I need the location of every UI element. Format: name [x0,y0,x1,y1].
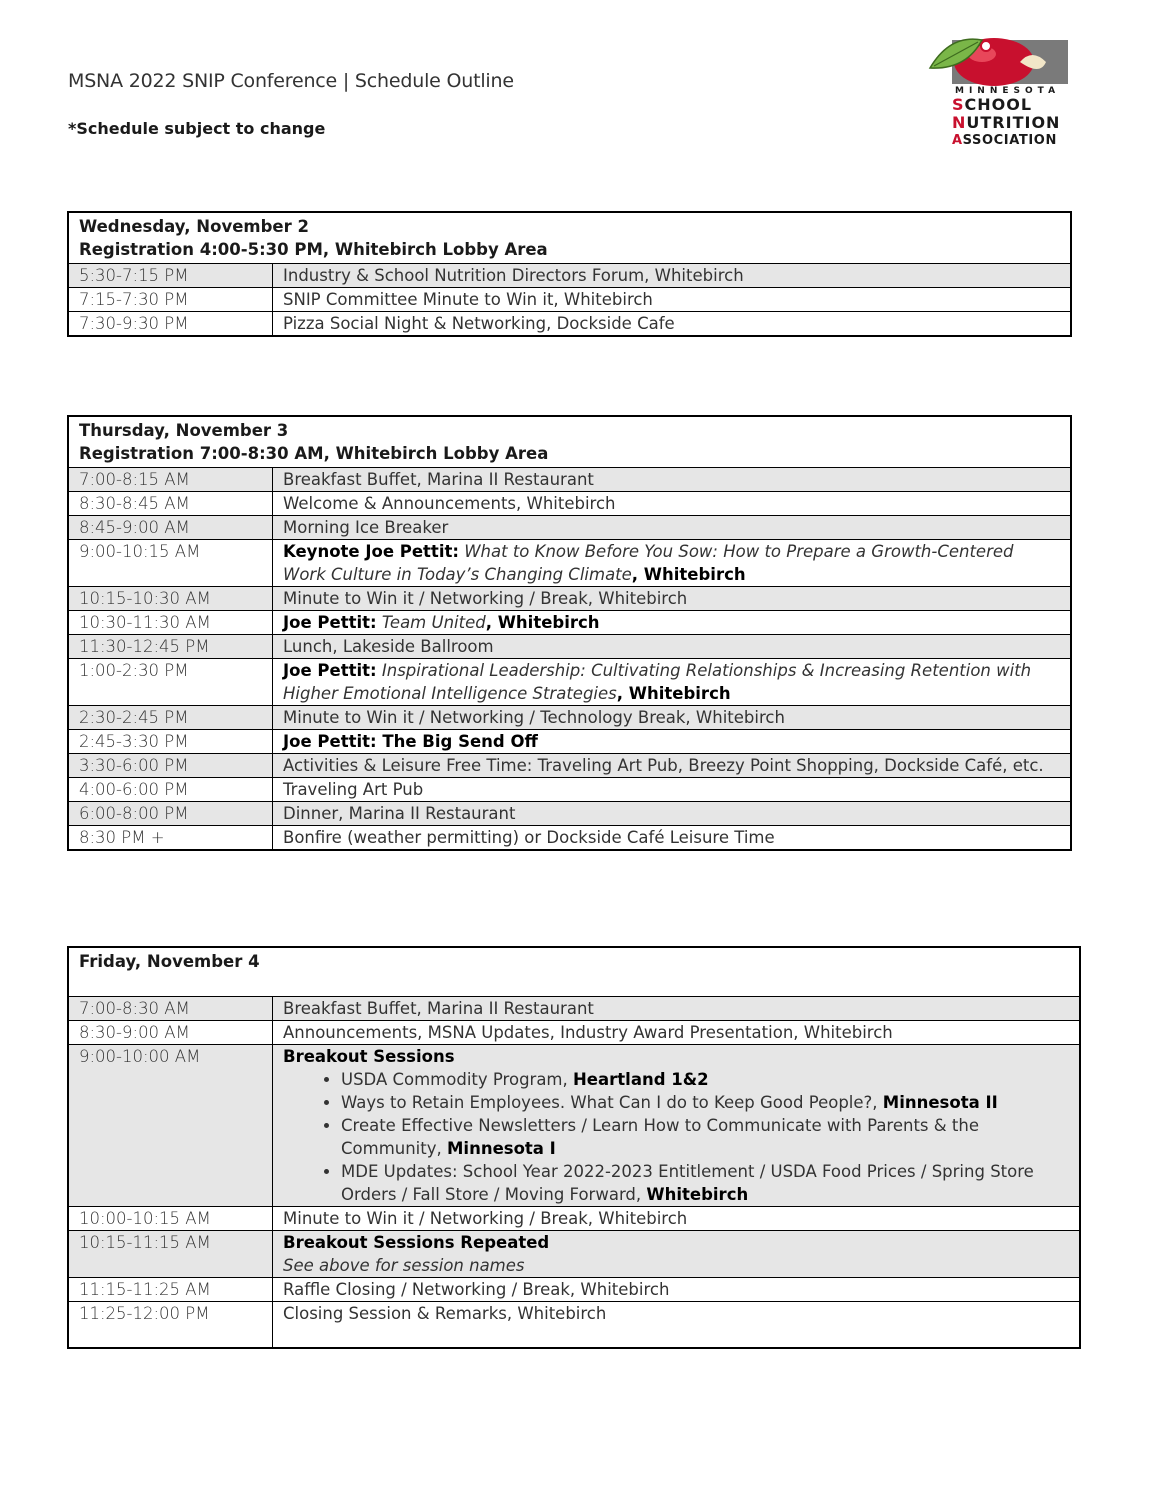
schedule-table-thursday [67,415,1072,851]
row-description [273,826,1072,851]
schedule-table-wednesday [67,211,1072,337]
row-description [273,997,1081,1021]
schedule-row [68,1207,1080,1231]
row-room: , Whitebirch [485,613,600,632]
row-time: 9:00-10:15 AM [68,540,273,587]
row-text: SNIP Committee Minute to Win it, Whitebirch [283,290,653,309]
row-time: 10:15-11:15 AM [68,1231,273,1278]
row-description [273,635,1072,659]
row-time: 2:30-2:45 PM [68,706,273,730]
row-description [273,312,1072,337]
day-title: Thursday, November 3 [79,421,289,440]
row-description [273,730,1072,754]
row-description [273,754,1072,778]
day-header [68,947,1080,997]
row-time: 3:30-6:00 PM [68,754,273,778]
row-time: 8:45-9:00 AM [68,516,273,540]
row-italic: Inspirational Leadership: Cultivating Relationships & Increasing Retention with Higher Emotional Intelligence Strategies [283,661,1032,703]
row-description [273,1207,1081,1231]
session-room: Whitebirch [646,1185,749,1204]
day-title: Friday, November 4 [79,952,260,971]
row-description [273,778,1072,802]
row-time: 1:00-2:30 PM [68,659,273,706]
day-rows [68,997,1080,1349]
row-time: 2:45-3:30 PM [68,730,273,754]
row-time: 11:25-12:00 PM [68,1302,273,1349]
row-description [273,540,1072,587]
row-description [273,611,1072,635]
row-time: 8:30-8:45 AM [68,492,273,516]
row-time: 10:00-10:15 AM [68,1207,273,1231]
day-rows [68,264,1071,337]
day-subtitle: Registration 4:00-5:30 PM, Whitebirch Lobby Area [79,240,548,259]
row-lead: Breakout Sessions Repeated [283,1233,550,1252]
row-text: Breakfast Buffet, Marina II Restaurant [283,999,594,1018]
session-title: USDA Commodity Program, [341,1070,573,1089]
schedule-row [68,659,1071,706]
logo-state: MINNESOTA [955,86,1061,96]
session-list [283,1068,1069,1206]
session-title: MDE Updates: School Year 2022-2023 Entitlement / USDA Food Prices / Spring Store Orders / Fall Store / Moving Forward, [341,1162,1034,1204]
logo-cap: A [952,133,963,148]
schedule-row [68,492,1071,516]
row-text: Dinner, Marina II Restaurant [283,804,516,823]
schedule-row [68,1278,1080,1302]
row-text: Raffle Closing / Networking / Break, Whitebirch [283,1280,670,1299]
row-description [273,1302,1081,1349]
row-time: 6:00-8:00 PM [68,802,273,826]
row-description [273,802,1072,826]
schedule-row [68,1231,1080,1278]
row-description [273,1045,1081,1207]
row-description [273,587,1072,611]
logo-cap: S [952,95,965,114]
schedule-row [68,802,1071,826]
session-item [341,1091,1069,1114]
schedule-row [68,706,1071,730]
schedule-row [68,516,1071,540]
row-room: , Whitebirch [616,684,731,703]
row-description [273,492,1072,516]
row-text: Activities & Leisure Free Time: Traveling Art Pub, Breezy Point Shopping, Dockside Café, etc. [283,756,1044,775]
schedule-row [68,468,1071,492]
schedule-row [68,288,1071,312]
day-rows [68,468,1071,851]
row-description [273,1278,1081,1302]
schedule-row [68,312,1071,337]
row-lead: Joe Pettit: [283,661,377,680]
row-time: 9:00-10:00 AM [68,1045,273,1207]
logo-line-association [952,132,1070,150]
schedule-table-friday [67,946,1081,1349]
row-text: Morning Ice Breaker [283,518,449,537]
row-room: , Whitebirch [631,565,746,584]
schedule-row [68,611,1071,635]
schedule-row [68,754,1071,778]
schedule-row [68,730,1071,754]
row-italic: What to Know Before You Sow: How to Prepare a Growth-Centered Work Culture in Today’s Changing Climate [283,542,1014,584]
session-room: Minnesota II [882,1093,998,1112]
day-title: Wednesday, November 2 [79,217,309,236]
row-note: See above for session names [283,1256,525,1275]
row-lead: Joe Pettit: [283,613,377,632]
schedule-row [68,826,1071,851]
row-time: 7:30-9:30 PM [68,312,273,337]
row-time: 10:15-10:30 AM [68,587,273,611]
schedule-note: *Schedule subject to change [68,119,326,138]
schedule-row [68,587,1071,611]
row-time: 4:00-6:00 PM [68,778,273,802]
row-description [273,264,1072,288]
row-time: 11:30-12:45 PM [68,635,273,659]
row-time: 7:00-8:30 AM [68,997,273,1021]
row-time: 10:30-11:30 AM [68,611,273,635]
session-title: Create Effective Newsletters / Learn How to Communicate with Parents & the Community, [341,1116,979,1158]
schedule-row [68,1045,1080,1207]
row-text: Industry & School Nutrition Directors Forum, Whitebirch [283,266,744,285]
row-description [273,516,1072,540]
session-room: Heartland 1&2 [573,1070,709,1089]
logo-wordmark [952,86,1070,150]
row-lead: Breakout Sessions [283,1047,455,1066]
schedule-row [68,635,1071,659]
row-time: 5:30-7:15 PM [68,264,273,288]
session-item [341,1160,1069,1206]
row-text: Breakfast Buffet, Marina II Restaurant [283,470,594,489]
page-title: MSNA 2022 SNIP Conference | Schedule Outline [68,70,514,92]
schedule-row [68,540,1071,587]
row-text: Minute to Win it / Networking / Break, Whitebirch [283,589,688,608]
row-text: Announcements, MSNA Updates, Industry Award Presentation, Whitebirch [283,1023,893,1042]
session-item [341,1068,1069,1091]
row-description [273,1021,1081,1045]
row-lead: Keynote Joe Pettit: [283,542,459,561]
schedule-row [68,264,1071,288]
row-text: Traveling Art Pub [283,780,424,799]
row-description [273,1231,1081,1278]
row-time: 7:15-7:30 PM [68,288,273,312]
logo-line-school [952,96,1070,114]
session-room: Minnesota I [447,1139,556,1158]
row-time: 7:00-8:15 AM [68,468,273,492]
schedule-row [68,1302,1080,1349]
logo-rest: CHOOL [964,95,1033,114]
logo-line-nutrition [952,114,1070,132]
row-text: Lunch, Lakeside Ballroom [283,637,494,656]
session-title: Ways to Retain Employees. What Can I do to Keep Good People?, [341,1093,883,1112]
row-time: 8:30 PM + [68,826,273,851]
row-text: Minute to Win it / Networking / Break, Whitebirch [283,1209,688,1228]
schedule-row [68,778,1071,802]
row-text: Bonfire (weather permitting) or Dockside Café Leisure Time [283,828,775,847]
logo-rest: SSOCIATION [962,133,1057,148]
msna-logo [922,28,1072,156]
row-text: Closing Session & Remarks, Whitebirch [283,1304,607,1323]
day-header [68,212,1071,264]
row-description [273,659,1072,706]
session-item [341,1114,1069,1160]
row-time: 11:15-11:25 AM [68,1278,273,1302]
row-time: 8:30-9:00 AM [68,1021,273,1045]
logo-cap: N [952,113,967,132]
row-description [273,706,1072,730]
row-lead: Joe Pettit: The Big Send Off [283,732,538,751]
day-header [68,416,1071,468]
row-text: Minute to Win it / Networking / Technology Break, Whitebirch [283,708,785,727]
row-description [273,288,1072,312]
row-text: Welcome & Announcements, Whitebirch [283,494,616,513]
schedule-row [68,997,1080,1021]
day-subtitle: Registration 7:00-8:30 AM, Whitebirch Lobby Area [79,444,549,463]
row-italic: Team United [381,613,486,632]
row-text: Pizza Social Night & Networking, Dockside Cafe [283,314,675,333]
row-description [273,468,1072,492]
logo-rest: UTRITION [966,113,1061,132]
schedule-row [68,1021,1080,1045]
